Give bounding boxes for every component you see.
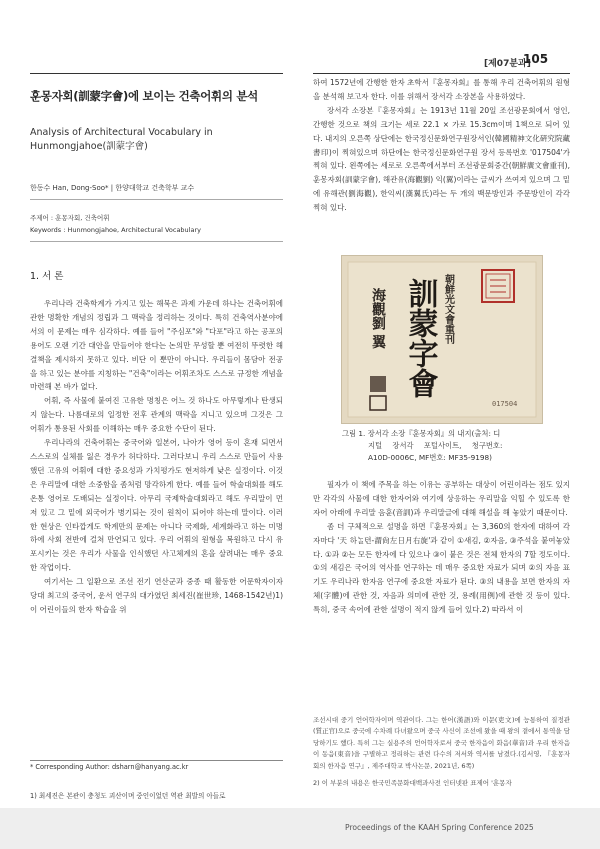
figure-text-publisher: 朝鮮光文會重刊 [442,274,454,344]
paper-title-korean: 훈몽자회(訓蒙字會)에 보이는 건축어휘의 분석 [30,89,258,103]
top-rule-right [313,73,570,74]
page-number: 105 [523,52,549,66]
keywords-english: Keywords : Hunmongjahoe, Architectural Vocabulary [30,226,201,234]
header-session-label: [제07분과] [484,59,531,69]
figure-text-owner: 海觀劉 翼 [370,288,386,349]
paragraph: 우리나라의 건축어휘는 중국어와 일본어, 나아가 영어 등이 혼재 되면서 스스로의 실체를 잃은 경우가 허다하다. 그러다보니 우리 스스로 만들어 사용했던 고유의 어휘에 대한 중요성과 가치평가도 현저하게 낮은 실정이다. 이것은 우리말에 대한 소중함을 좀처럼 망각하게 한다. 예를 들어 학술대회를 해도 온통 영어로 도배되는 실정이다. 아무리 국제학술대회라고 해도 우리말이 먼저 있고 그 밑에 외국어가 병기되는 것이 원칙이 되어야 하는데 말이다. 이러한 현상은 인타깝게도 학계만의 문제는 아니다 국제화, 세계화라고 하는 미명하에 사회 전반에 걸쳐 만연되고 있다. 우리 어휘의 원형을 복원하고 다시 유포시키는 것은 우리가 사물을 인식했던 사고체계의 혼을 살려내는 매우 중요한 작업이다. [30,438,283,573]
book-inner-page-figure [341,255,543,424]
right-column-body-top [313,76,570,215]
right-footnotes [313,715,570,789]
caption-line: 그림 1. 장서각 소장『훈몽자회』의 내지(출처: 디 [342,429,501,438]
footnote-continuation: 조선시대 중기 언어학자이며 역관이다. 그는 한어(漢語)와 이문(吏文)에 능통하여 질정관(質正官)으로 중국에 수차례 다녀왔으며 중국 사신이 조선에 왔을 때 왕의 곁에서 통역을 담당하기도 했다. 특히 그는 실용주의 언어학자로서 중국 한자음이 화음(華音)과 우리 한자음이 동음(東音)을 구별하고 정리하는 관련 다수의 저서와 역서를 남겼다.(김서영, 『훈몽자회의 한자음 연구』, 제주대학교 박사논문, 2021년, 6쪽) [313,716,570,770]
footnote-2: 2) 이 부분의 내용은 한국민족문화대백과사전 인터넷판 표제어 '훈몽자 [313,779,512,788]
paragraph: 좀 더 구체적으로 설명을 하면『훈몽자회』는 3,360의 한자에 대하여 각자마다 '天 하ᄂᆞᆯ텬-謂尙左日月右旋'과 같이 ①새김, ②자음, ③주석을 붙여놓았다. ①과 ②는 모든 한자에 다 있으나 ③이 붙은 것은 전체 한자의 7할 정도이다. ①의 새김은 국어의 역사를 연구하는 데 매우 중요한 자료가 되며 ②의 자음 표기도 우리나라 한자음 연구에 중요한 자료가 된다. ③의 내용을 보면 한자의 자체(字體)에 관한 것, 자음과 의미에 관한 것, 용례(用例)에 관한 것 등이 있다. 특히, 중국 속어에 관한 설명이 적지 않게 들어 있다.2) 따라서 이 [313,521,570,615]
caption-line: A10D-0006C, MF번호: MF35-9198) [368,453,493,462]
figure-image [342,256,542,423]
footnote-divider [30,760,283,761]
left-column-body [30,297,283,617]
paragraph: 여기서는 그 일환으로 조선 전기 연산군과 중종 때 활동한 어문학자이자 당대 최고의 중국어, 운서 연구의 대가였던 최세진(崔世珍, 1468-1542년)1)이 어린이들의 한자 학습을 위 [30,577,283,614]
footnote-1: 1) 최세진은 본관이 충청도 괴산이며 중인이었던 역관 최발의 아들로 [30,792,226,800]
authors-affiliation: 한동수 Han, Dong-Soo* | 한양대학교 건축학부 교수 [30,184,195,192]
paragraph: 어휘, 즉 사물에 붙여진 고유한 명칭은 어느 것 하나도 아무렇게나 탄생되지 않는다. 나름대로의 일정한 전후 관계의 맥락을 지니고 있으며 그것은 그 어휘가 통용된 사회를 이해하는 매우 중요한 수단이 된다. [30,396,283,434]
paragraph: 하여 1572년에 간행한 한자 초학서『훈몽자회』를 통해 우리 건축어휘의 원형을 분석해 보고자 한다. 이를 위해서 장서각 소장본을 사용하였다. [313,78,570,101]
conference-footer: Proceedings of the KAAH Spring Conference 2025 [345,823,534,832]
figure-caption [342,428,552,464]
keywords-block [30,212,201,236]
figure-text-title: 訓蒙字會 [402,278,438,398]
paper-title-english [30,126,213,154]
title-en-line1: Analysis of Architectural Vocabulary in [30,127,213,138]
registration-number-stamp: 017504 [492,400,518,408]
paragraph: 필자가 이 책에 주목을 하는 이유는 공부하는 대상이 어린이라는 점도 있지만 각각의 사물에 대한 한자어와 여기에 상응하는 우리말을 익힐 수 있도록 한자어 아래에 우리말 음훈(音訓)과 우리말글에 대해 해설을 해 놓았기 때문이다. [313,480,570,517]
paragraph: 우리나라 건축학계가 가지고 있는 해묵은 과제 가운데 하나는 건축어휘에 관한 명확한 개념의 정립과 그 맥락을 정리하는 것이다. 특히 건축역사분야에서의 이 문제는 매우 심각하다. 예를 들어 "주심포"와 "다포"라고 하는 공포의 용어도 오랜 기간 대안을 만들어야 한다는 논의만 무성할 뿐 여전히 뚜렷한 해결책을 제시하지 못하고 있다. 비단 이 뿐만이 아니다. 우리들이 몸담아 전공을 하고 있는 분야를 지칭하는 "건축"이라는 어휘조차도 스스로 규정한 개념을 마련해 본 바가 없다. [30,299,283,392]
corresponding-author: * Corresponding Author: dsharn@hanyang.ac.kr [30,763,189,771]
paragraph: 장서각 소장본『훈몽자회』는 1913년 11월 20일 조선광문회에서 영인, 간행한 것으로 책의 크기는 세로 22.1 × 가로 15.3cm이며 1책으로 되어 있다. 내지의 오른쪽 상단에는 한국정신문화연구원장서인(韓國精神文化硏究院藏書印)이 찍혀있으며 하단에는 한국정신문화연구원 장서 등록번호 '017504'가 찍혀 있다. 왼쪽에는 세로로 오른쪽에서부터 조선광문회중간(朝鮮廣文會重刊), 훈몽자회(訓蒙字會), 해관유(海觀劉) 익(翼)이라는 글씨가 쓰여져 있으며 그 밑에 유해관(劉海觀), 한익씨(漢翼氏)라는 두 개의 백문방인과 주문방인이 각각 찍혀 있다. [313,105,570,213]
divider [30,241,283,242]
right-column-body-bottom [313,478,570,617]
title-en-line2: Hunmongjahoe(訓蒙字會) [30,141,148,152]
top-rule-left [30,73,283,74]
caption-line: 지털 장서각 포털사이트, 청구번호: [368,441,503,450]
keywords-korean: 주제어 : 훈몽자회, 건축어휘 [30,214,110,222]
section-heading: 1. 서 론 [30,271,64,282]
divider [30,199,283,200]
